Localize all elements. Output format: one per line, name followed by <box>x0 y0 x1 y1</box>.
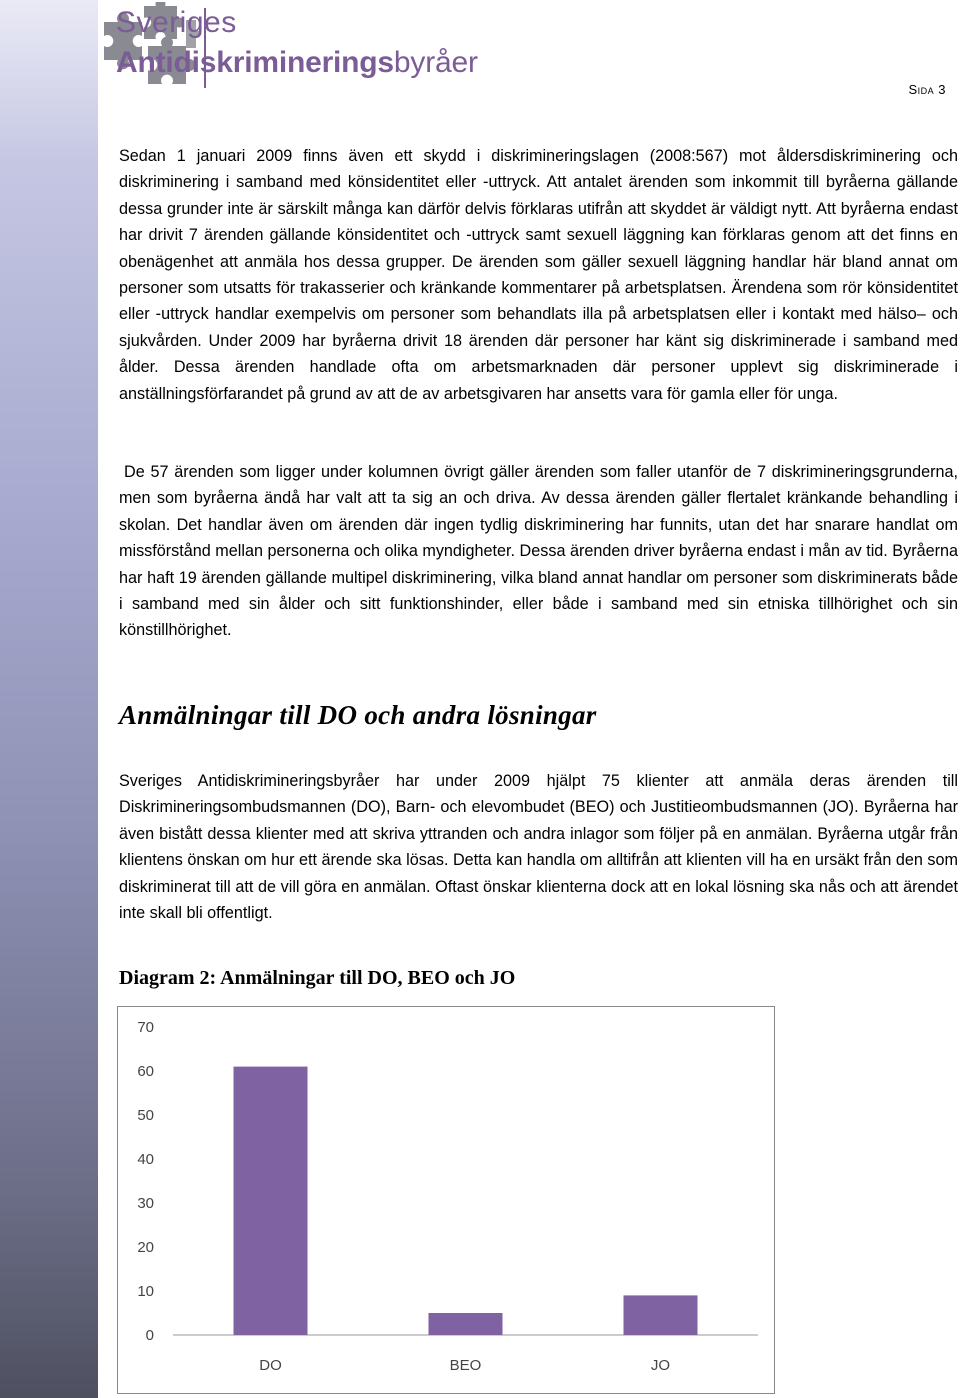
diagram-title-block <box>119 967 958 990</box>
y-tick-label: 50 <box>137 1107 154 1124</box>
x-tick-label: JO <box>650 1357 671 1374</box>
section-heading-block <box>119 700 958 731</box>
paragraph-2: De 57 ärenden som ligger under kolumnen övrigt gäller ärenden som faller utanför de 7 diskrimineringsgrunderna, men som byråerna ändå har valt att ta sig an och driva. Av dessa ärenden gäller flertalet kränkande behandling i skolan. Det handlar även om ärenden där ingen tydlig diskriminering har funnits, utan det har snarare handlat om missförstånd mellan personerna och olika myndigheter. Dessa ärenden driver byråerna endast i mån av tid. Byråerna har haft 19 ärenden gällande multipel diskriminering, vilka bland annat handlar om personer som diskriminerats både i samband med sin ålder och sitt funktionshinder, eller både i samband med sin etniska tillhörighet och sin könstillhörighet. <box>119 463 958 640</box>
logo-title-bold: Antidiskriminerings <box>116 46 394 79</box>
paragraph-1-block <box>119 143 958 407</box>
side-decor-strip <box>0 0 98 1398</box>
paragraph-2-block <box>119 459 958 644</box>
bar-chart-svg <box>118 1007 776 1395</box>
paragraph-3: Sveriges Antidiskrimineringsbyråer har under 2009 hjälpt 75 klienter att anmäla deras ärenden till Diskrimineringsombudsmannen (DO), Barn- och elevombudet (BEO) och Justitieombudsmannen (JO). Byråerna har även bistått dessa klienter med att skriva yttranden och andra inlagor som följer på en anmälan. Byråerna utgår från klientens önskan om hur ett ärende ska lösas. Detta kan handla om alltifrån att klienten vill ha en ursäkt från den som diskriminerat till att de vill göra en anmälan. Oftast önskar klienterna dock att en lokal lösning ska nås och att ärendet inte skall bli offentligt. <box>119 772 958 923</box>
y-tick-label: 20 <box>137 1239 154 1256</box>
x-tick-label: DO <box>259 1357 282 1374</box>
diagram-title: Diagram 2: Anmälningar till DO, BEO och JO <box>119 967 516 989</box>
y-tick-label: 0 <box>145 1327 154 1344</box>
logo-title-light: byråer <box>393 46 478 79</box>
logo-title-line2 <box>116 46 478 80</box>
page-number: Sida 3 <box>908 82 946 97</box>
logo-title-line1: Sveriges <box>116 6 237 39</box>
y-tick-label: 60 <box>137 1063 154 1080</box>
paragraph-3-block <box>119 768 958 926</box>
bar-chart <box>117 1006 775 1394</box>
bar-jo <box>624 1295 698 1335</box>
y-tick-label: 70 <box>137 1019 154 1036</box>
bar-do <box>234 1067 308 1335</box>
y-tick-label: 30 <box>137 1195 154 1212</box>
section-heading: Anmälningar till DO och andra lösningar <box>119 700 597 730</box>
paragraph-1: Sedan 1 januari 2009 finns även ett skydd i diskrimineringslagen (2008:567) mot åldersdiskriminering och diskriminering i samband med könsidentitet eller -uttryck. Att antalet ärenden som inkommit till byråerna gällande dessa grunder inte är särskilt många kan därför delvis förklaras utifrån att skyddet är väldigt nytt. Att byråerna endast har drivit 7 ärenden gällande könsidentitet och -uttryck samt sexuell läggning kan förklaras genom att det finns en obenägenhet att anmäla hos dessa grupper. De ärenden som gäller sexuell läggning handlar här bland annat om personer som utsatts för trakasserier och kränkande kommentarer på arbetsplatsen. Ärendena som rör könsidentitet eller -uttryck handlar exempelvis om personer som behandlats illa på arbetsplatsen eller i kontakt med hälso– och sjukvården. Under 2009 har byråerna drivit 18 ärenden där personer har känt sig diskriminerade i samband med ålder. Dessa ärenden handlade ofta om arbetsmarknaden där personer upplevt sig diskriminerade i anställningsförfarandet på grund av att de av arbetsgivaren har ansetts vara för gamla eller för unga. <box>119 147 958 403</box>
y-tick-label: 10 <box>137 1283 154 1300</box>
bar-beo <box>429 1313 503 1335</box>
x-tick-label: BEO <box>449 1357 482 1374</box>
y-tick-label: 40 <box>137 1151 154 1168</box>
